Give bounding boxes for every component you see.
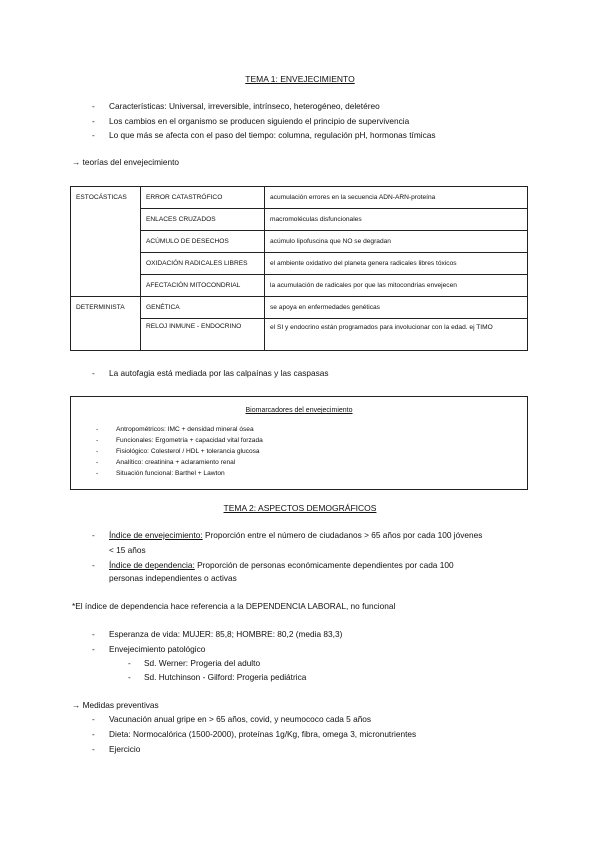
bullet-dash: - (92, 729, 95, 739)
list-item: Envejecimiento patológico (109, 644, 206, 654)
bullet-dash: - (92, 644, 95, 654)
index-line-cont: < 15 años (109, 545, 146, 555)
index-text: Proporción de personas económicamente dependientes por cada 100 (194, 560, 454, 570)
theory-name: ENLACES CRUZADOS (141, 209, 265, 231)
tema2-title: TEMA 2: ASPECTOS DEMOGRÁFICOS (223, 503, 377, 513)
index-line-cont: personas independientes o activas (109, 573, 237, 583)
bullet-dash: - (92, 116, 95, 126)
theory-name: AFECTACIÓN MITOCONDRIAL (141, 275, 265, 297)
index-line (109, 530, 482, 541)
list-item: Esperanza de vida: MUJER: 85,8; HOMBRE: 80,2 (media 83,3) (109, 629, 343, 639)
bullet-dash: - (92, 101, 95, 111)
biomarker-text: Fisiológico: Colesterol / HDL + tolerancia glucosa (116, 448, 260, 455)
bullet-dash: - (92, 560, 95, 570)
theory-name: ERROR CATASTRÓFICO (141, 187, 265, 209)
theory-name: GENÉTICA (141, 297, 265, 319)
dependency-note: *El índice de dependencia hace referencia a la DEPENDENCIA LABORAL, no funcional (72, 601, 396, 611)
bullet-dash: - (92, 629, 95, 639)
table-row (71, 297, 528, 319)
list-item: Los cambios en el organismo se producen siguiendo el principio de supervivencia (109, 116, 410, 126)
sub-list-item: Sd. Werner: Progeria del adulto (144, 658, 261, 668)
theory-desc: se apoya en enfermedades genéticas (265, 297, 528, 319)
biomarker-text: Antropométricos: IMC + densidad mineral ósea (116, 426, 254, 433)
autofagia-line: La autofagia está mediada por las calpaínas y las caspasas (109, 368, 329, 378)
list-item: Lo que más se afecta con el paso del tiempo: columna, regulación pH, hormonas tímicas (109, 130, 436, 140)
bullet-dash: - (92, 368, 95, 378)
bullet-dash: - (128, 658, 131, 668)
index-line (109, 560, 454, 571)
category-cell: ESTOCÁSTICAS (71, 187, 141, 297)
bullet-dash: - (92, 530, 95, 540)
list-item: Dieta: Normocalórica (1500-2000), proteínas 1g/Kg, fibra, omega 3, micronutrientes (109, 729, 417, 739)
theory-desc: macromoléculas disfuncionales (265, 209, 528, 231)
theory-desc: acúmulo lipofuscina que NO se degradan (265, 231, 528, 253)
theories-heading: → teorías del envejecimiento (72, 157, 179, 167)
sub-list-item: Sd. Hutchinson - Gilford: Progeria pediátrica (144, 672, 307, 682)
theories-table (70, 186, 528, 351)
tema1-title: TEMA 1: ENVEJECIMIENTO (245, 74, 355, 84)
bullet-dash: - (92, 744, 95, 754)
index-text: Proporción entre el número de ciudadanos > 65 años por cada 100 jóvenes (202, 530, 483, 540)
measures-heading: → Medidas preventivas (72, 700, 159, 710)
biomarker-text: Analítico: creatinina + aclaramiento renal (116, 459, 236, 466)
theory-desc: el ambiente oxidativo del planeta genera radicales libres tóxicos (265, 253, 528, 275)
list-item: Vacunación anual gripe en > 65 años, covid, y neumococo cada 5 años (109, 714, 372, 724)
theory-name: OXIDACIÓN RADICALES LIBRES (141, 253, 265, 275)
index-term: Índice de dependencia: (109, 560, 195, 570)
theory-desc: el SI y endocrino están programados para involucionar con la edad. ej TIMO (265, 319, 528, 351)
biomarkers-box: Biomarcadores del envejecimiento - Antropométricos: IMC + densidad mineral ósea - Funcionales: Ergometría + capacidad vital forzada - Fisiológico: Colesterol / HDL + tolerancia glucosa - Analítico: creatinina + aclaramiento renal - Situación funcional: Barthel + Lawton (70, 396, 528, 490)
category-cell: DETERMINISTA (71, 297, 141, 351)
list-item: Características: Universal, irreversible, intrínseco, heterogéneo, deletéreo (109, 101, 380, 111)
theory-name: RELOJ INMUNE - ENDOCRINO (141, 319, 265, 351)
biomarkers-title: Biomarcadores del envejecimiento (245, 407, 353, 414)
biomarker-text: Funcionales: Ergometría + capacidad vital forzada (116, 437, 263, 444)
table-row (71, 187, 528, 209)
theory-name: ACÚMULO DE DESECHOS (141, 231, 265, 253)
bullet-dash: - (128, 672, 131, 682)
index-term: Índice de envejecimiento: (109, 530, 203, 540)
bullet-dash: - (92, 714, 95, 724)
theory-desc: acumulación errores en la secuencia ADN-ARN-proteína (265, 187, 528, 209)
biomarker-text: Situación funcional: Barthel + Lawton (116, 470, 225, 477)
theory-desc: la acumulación de radicales por que las mitocondrias envejecen (265, 275, 528, 297)
bullet-dash: - (92, 130, 95, 140)
list-item: Ejercicio (109, 744, 141, 754)
